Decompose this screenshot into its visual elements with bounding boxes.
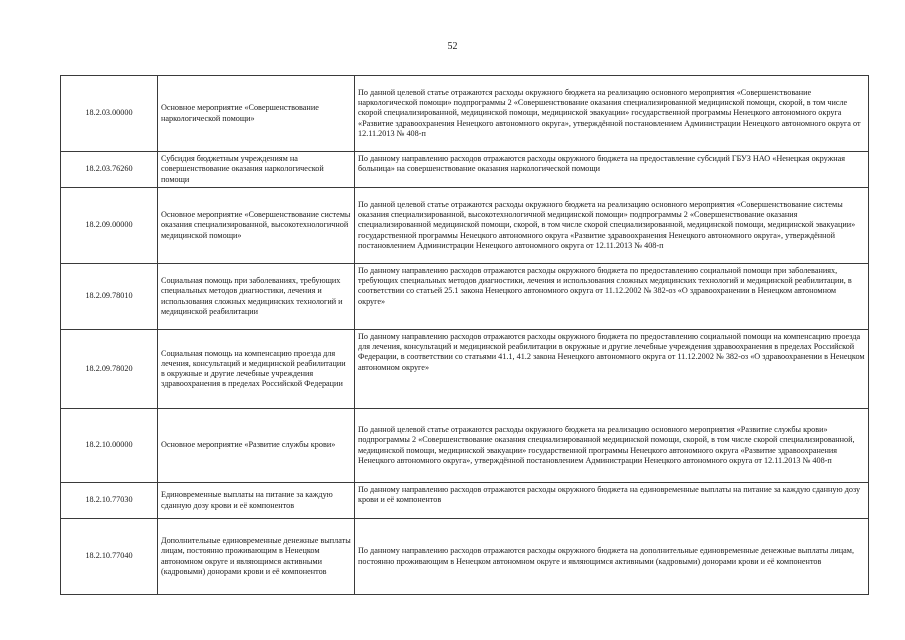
table-row <box>61 152 869 188</box>
row-code: 18.2.09.78010 <box>61 264 158 330</box>
row-description: По данному направлению расходов отражаются расходы окружного бюджета по предоставлению социальной помощи на компенсацию проезда для лечения, консультаций и медицинской реабилитации в окружные и другие лечебные учреждения здравоохранения в пределах Российской Федерации, в соответствии со статьями 41.1, 41.2 закона Ненецкого автономного округа от 11.12.2002 № 382-оз «О здравоохранении в Ненецком автономном округе» <box>355 330 869 409</box>
row-name: Субсидия бюджетным учреждениям на совершенствование оказания наркологической помощи <box>158 152 355 188</box>
row-code: 18.2.09.78020 <box>61 330 158 409</box>
row-name: Основное мероприятие «Развитие службы крови» <box>158 409 355 483</box>
row-code: 18.2.10.00000 <box>61 409 158 483</box>
row-description: По данной целевой статье отражаются расходы окружного бюджета на реализацию основного мероприятия «Совершенствование системы оказания специализированной, высокотехнологичной медицинской помощи» подпрограммы 2 «Совершенствование оказания специализированной медицинской помощи, скорой, в том числе скорой специализированной, медицинской помощи, медицинской эвакуации» государственной программы Ненецкого автономного округа «Развитие здравоохранения Ненецкого автономного округа», утверждённой постановлением Администрации Ненецкого автономного округа от 12.11.2013 № 408-п <box>355 188 869 264</box>
row-description: По данной целевой статье отражаются расходы окружного бюджета на реализацию основного мероприятия «Совершенствование наркологической помощи» подпрограммы 2 «Совершенствование оказания специализированной медицинской помощи, скорой, в том числе скорой специализированной, медицинской помощи, медицинской эвакуации» государственной программы Ненецкого автономного округа «Развитие здравоохранения Ненецкого автономного округа», утверждённой постановлением Администрации Ненецкого автономного округа от 12.11.2013 № 408-п <box>355 76 869 152</box>
table-row <box>61 264 869 330</box>
table-row <box>61 76 869 152</box>
row-code: 18.2.09.00000 <box>61 188 158 264</box>
budget-classification-table <box>60 75 869 595</box>
row-description: По данному направлению расходов отражаются расходы окружного бюджета по предоставлению социальной помощи при заболеваниях, требующих специальных методов диагностики, лечения и использования сложных медицинских технологий и медицинской реабилитации, в соответствии со статьей 25.1 закона Ненецкого автономного округа от 11.12.2002 № 382-оз «О здравоохранении в Ненецком автономном округе» <box>355 264 869 330</box>
row-name: Единовременные выплаты на питание за каждую сданную дозу крови и её компонентов <box>158 483 355 519</box>
row-description: По данной целевой статье отражаются расходы окружного бюджета на реализацию основного мероприятия «Развитие службы крови» подпрограммы 2 «Совершенствование оказания специализированной медицинской помощи, скорой, в том числе скорой специализированной, медицинской помощи, медицинской эвакуации» государственной программы Ненецкого автономного округа «Развитие здравоохранения Ненецкого автономного округа», утверждённой постановлением Администрации Ненецкого автономного округа от 12.11.2013 № 408-п <box>355 409 869 483</box>
row-name: Социальная помощь на компенсацию проезда для лечения, консультаций и медицинской реабилитации в окружные и другие лечебные учреждения здравоохранения в пределах Российской Федерации <box>158 330 355 409</box>
row-code: 18.2.03.00000 <box>61 76 158 152</box>
row-code: 18.2.10.77040 <box>61 519 158 595</box>
page-number: 52 <box>447 41 458 52</box>
row-name: Социальная помощь при заболеваниях, требующих специальных методов диагностики, лечения и использования сложных медицинских технологий и медицинской реабилитации <box>158 264 355 330</box>
table-row <box>61 188 869 264</box>
table-row <box>61 330 869 409</box>
table-row <box>61 483 869 519</box>
table-row <box>61 519 869 595</box>
row-description: По данному направлению расходов отражаются расходы окружного бюджета на единовременные выплаты на питание за каждую сданную дозу крови и её компонентов <box>355 483 869 519</box>
row-name: Дополнительные единовременные денежные выплаты лицам, постоянно проживающим в Ненецком автономном округе и являющимся активными (кадровыми) донорами крови и её компонентов <box>158 519 355 595</box>
row-name: Основное мероприятие «Совершенствование наркологической помощи» <box>158 76 355 152</box>
row-name: Основное мероприятие «Совершенствование системы оказания специализированной, высокотехнологичной медицинской помощи» <box>158 188 355 264</box>
row-description: По данному направлению расходов отражаются расходы окружного бюджета на дополнительные единовременные денежные выплаты лицам, постоянно проживающим в Ненецком автономном округе и являющимся активными (кадровыми) донорами крови и её компонентов <box>355 519 869 595</box>
row-code: 18.2.10.77030 <box>61 483 158 519</box>
row-code: 18.2.03.76260 <box>61 152 158 188</box>
row-description: По данному направлению расходов отражаются расходы окружного бюджета на предоставление субсидий ГБУЗ НАО «Ненецкая окружная больница» на совершенствование оказания наркологической помощи <box>355 152 869 188</box>
table-row <box>61 409 869 483</box>
